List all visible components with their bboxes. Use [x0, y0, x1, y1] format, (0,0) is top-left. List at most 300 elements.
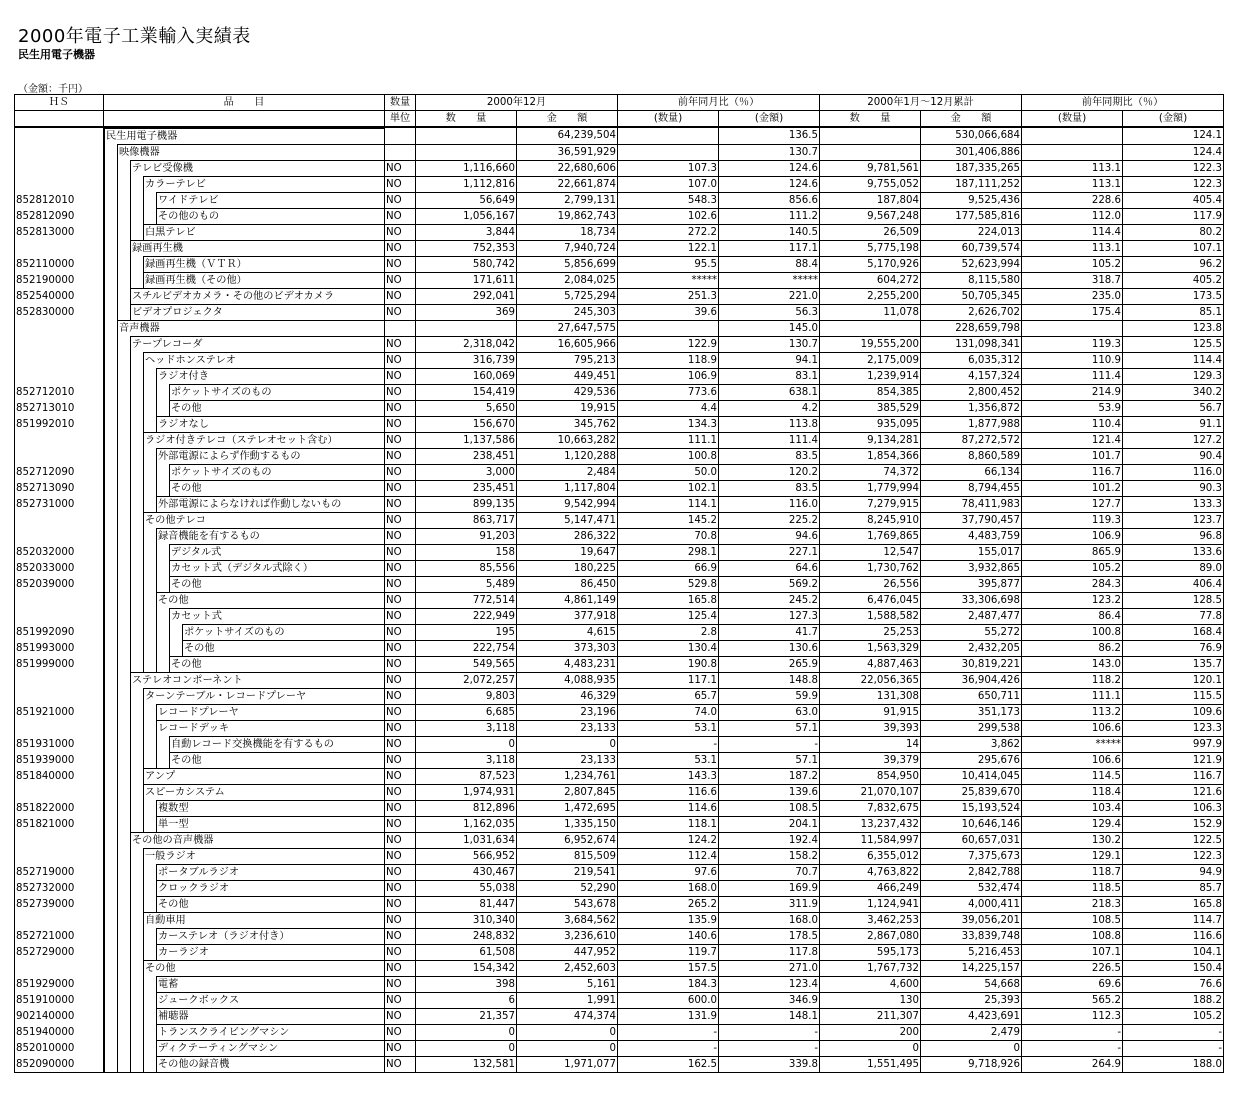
hierarchy-line [104, 272, 105, 288]
month-amount-ratio: 83.1 [719, 368, 820, 384]
hierarchy-line [117, 352, 118, 368]
month-amount: 27,647,575 [517, 320, 618, 336]
item-name: カラーテレビ [143, 176, 384, 192]
month-amount: 5,147,471 [517, 512, 618, 528]
cumulative-qty-ratio: 118.4 [1022, 784, 1123, 800]
cumulative-amount-ratio: 124.1 [1123, 127, 1224, 144]
month-amount: 449,451 [517, 368, 618, 384]
cumulative-qty-ratio: 113.1 [1022, 240, 1123, 256]
quantity-unit: NO [385, 896, 416, 912]
item-cell [104, 624, 385, 640]
hs-code [15, 512, 104, 528]
item-name: その他 [169, 400, 384, 416]
item-cell [104, 528, 385, 544]
month-qty-ratio: 162.5 [618, 1056, 719, 1073]
hierarchy-line [143, 1008, 144, 1024]
month-quantity: 9,803 [416, 688, 517, 704]
month-amount-ratio: 158.2 [719, 848, 820, 864]
hs-code: 852039000 [15, 576, 104, 592]
month-amount-ratio: 130.6 [719, 640, 820, 656]
table-row [15, 592, 1224, 608]
quantity-unit: NO [385, 432, 416, 448]
hierarchy-line [130, 816, 131, 832]
cumulative-quantity: 12,547 [820, 544, 921, 560]
hierarchy-line [143, 928, 144, 944]
cumulative-amount-ratio: 133.6 [1123, 544, 1224, 560]
hierarchy-line [117, 1024, 118, 1040]
hierarchy-line [104, 336, 105, 352]
item-name: レコードプレーヤ [156, 704, 384, 720]
cumulative-amount-ratio: 116.6 [1123, 928, 1224, 944]
month-qty-ratio: 135.9 [618, 912, 719, 928]
month-qty-ratio: 4.4 [618, 400, 719, 416]
quantity-unit: NO [385, 960, 416, 976]
item-cell [104, 480, 385, 496]
cumulative-amount: 2,842,788 [921, 864, 1022, 880]
cumulative-amount-ratio: 123.7 [1123, 512, 1224, 528]
hierarchy-line [156, 608, 157, 624]
hierarchy-line [156, 624, 157, 640]
hierarchy-line [130, 1024, 131, 1040]
cumulative-qty-ratio: 118.5 [1022, 880, 1123, 896]
item-name: ポケットサイズのもの [182, 624, 384, 640]
month-amount-ratio: 130.7 [719, 144, 820, 160]
item-cell [104, 928, 385, 944]
table-row [15, 352, 1224, 368]
quantity-unit: NO [385, 560, 416, 576]
hierarchy-line [130, 976, 131, 992]
item-name: カーステレオ（ラジオ付き） [156, 928, 384, 944]
item-cell [104, 208, 385, 224]
cumulative-quantity: 187,804 [820, 192, 921, 208]
hierarchy-line [143, 1056, 144, 1072]
hs-code: 851821000 [15, 816, 104, 832]
month-amount-ratio: 64.6 [719, 560, 820, 576]
cumulative-qty-ratio: 121.4 [1022, 432, 1123, 448]
hierarchy-line [156, 544, 157, 560]
hs-code [15, 832, 104, 848]
hierarchy-line [130, 848, 131, 864]
item-cell [104, 896, 385, 912]
cumulative-amount: 228,659,798 [921, 320, 1022, 336]
cumulative-amount-ratio: 135.7 [1123, 656, 1224, 672]
month-amount-ratio: 245.2 [719, 592, 820, 608]
month-amount-ratio: 83.5 [719, 448, 820, 464]
table-row [15, 640, 1224, 656]
item-name: 民生用電子機器 [104, 128, 384, 144]
hierarchy-line [104, 352, 105, 368]
table-row [15, 480, 1224, 496]
hierarchy-line [117, 720, 118, 736]
month-amount-ratio: 124.6 [719, 176, 820, 192]
item-cell [104, 992, 385, 1008]
hierarchy-line [117, 336, 118, 352]
item-name: 録画再生機 [130, 240, 384, 256]
table-row [15, 496, 1224, 512]
month-quantity: 310,340 [416, 912, 517, 928]
item-name: 外部電源によらず作動するもの [156, 448, 384, 464]
hs-code: 851992010 [15, 416, 104, 432]
hierarchy-line [130, 544, 131, 560]
hierarchy-line [104, 816, 105, 832]
cumulative-quantity: 1,779,994 [820, 480, 921, 496]
item-cell [104, 496, 385, 512]
month-qty-ratio: 118.9 [618, 352, 719, 368]
cumulative-qty-ratio: 228.6 [1022, 192, 1123, 208]
month-qty-ratio: 74.0 [618, 704, 719, 720]
month-amount: 4,615 [517, 624, 618, 640]
cumulative-amount: 37,790,457 [921, 512, 1022, 528]
hierarchy-line [104, 768, 105, 784]
cumulative-amount: 155,017 [921, 544, 1022, 560]
month-quantity: 248,832 [416, 928, 517, 944]
hierarchy-line [104, 848, 105, 864]
hierarchy-line [117, 912, 118, 928]
hs-code: 851993000 [15, 640, 104, 656]
item-name: カセット式 [169, 608, 384, 624]
cumulative-amount: 25,393 [921, 992, 1022, 1008]
hierarchy-line [130, 368, 131, 384]
item-cell [104, 736, 385, 752]
hierarchy-line [130, 752, 131, 768]
month-quantity: 549,565 [416, 656, 517, 672]
cumulative-amount-ratio: 117.9 [1123, 208, 1224, 224]
hs-code: 851992090 [15, 624, 104, 640]
cumulative-quantity: 854,385 [820, 384, 921, 400]
hierarchy-line [130, 800, 131, 816]
month-quantity: 316,739 [416, 352, 517, 368]
hierarchy-line [143, 752, 144, 768]
hs-code: 852813000 [15, 224, 104, 240]
month-quantity: 154,342 [416, 960, 517, 976]
item-name: その他 [182, 640, 384, 656]
hierarchy-line [143, 992, 144, 1008]
cumulative-amount: 1,877,988 [921, 416, 1022, 432]
cumulative-qty-ratio: 107.1 [1022, 944, 1123, 960]
table-row [15, 416, 1224, 432]
item-cell [104, 560, 385, 576]
cumulative-amount-ratio: 127.2 [1123, 432, 1224, 448]
hs-code: 852729000 [15, 944, 104, 960]
month-quantity: 222,949 [416, 608, 517, 624]
month-qty-ratio [618, 127, 719, 144]
hierarchy-line [104, 320, 105, 336]
cumulative-quantity: 14 [820, 736, 921, 752]
hierarchy-line [130, 192, 131, 208]
hierarchy-line [117, 848, 118, 864]
item-cell [104, 880, 385, 896]
month-quantity: 2,318,042 [416, 336, 517, 352]
hs-code: 852731000 [15, 496, 104, 512]
hs-code: 852712010 [15, 384, 104, 400]
item-name: 補聴器 [156, 1008, 384, 1024]
hierarchy-line [104, 400, 105, 416]
month-qty-ratio: ***** [618, 272, 719, 288]
cumulative-quantity: 4,887,463 [820, 656, 921, 672]
month-qty-ratio: 118.1 [618, 816, 719, 832]
cumulative-amount: 131,098,341 [921, 336, 1022, 352]
col-yoy-amount: (金額) [719, 111, 820, 128]
quantity-unit: NO [385, 368, 416, 384]
cumulative-quantity: 0 [820, 1040, 921, 1056]
month-qty-ratio: 112.4 [618, 848, 719, 864]
cumulative-amount: 33,306,698 [921, 592, 1022, 608]
hierarchy-line [117, 800, 118, 816]
hs-code [15, 608, 104, 624]
cumulative-amount: 9,718,926 [921, 1056, 1022, 1073]
cumulative-amount: 295,676 [921, 752, 1022, 768]
item-cell [104, 127, 385, 144]
cumulative-amount-ratio: 152.9 [1123, 816, 1224, 832]
import-table [14, 94, 1224, 1073]
cumulative-amount-ratio: 109.6 [1123, 704, 1224, 720]
month-amount-ratio: 145.0 [719, 320, 820, 336]
month-amount: 52,290 [517, 880, 618, 896]
month-qty-ratio: 125.4 [618, 608, 719, 624]
item-cell [104, 176, 385, 192]
hierarchy-line [117, 384, 118, 400]
month-amount-ratio: 4.2 [719, 400, 820, 416]
cumulative-amount: 78,411,983 [921, 496, 1022, 512]
hierarchy-line [117, 192, 118, 208]
cumulative-amount-ratio: 96.2 [1123, 256, 1224, 272]
hierarchy-line [130, 1040, 131, 1056]
hs-code [15, 528, 104, 544]
cumulative-amount: 60,657,031 [921, 832, 1022, 848]
cumulative-amount-ratio: 77.8 [1123, 608, 1224, 624]
cumulative-quantity: 74,372 [820, 464, 921, 480]
cumulative-amount: 4,157,324 [921, 368, 1022, 384]
month-qty-ratio: 165.8 [618, 592, 719, 608]
month-quantity [416, 144, 517, 160]
table-row [15, 848, 1224, 864]
hierarchy-line [117, 464, 118, 480]
cumulative-amount-ratio: 188.0 [1123, 1056, 1224, 1073]
hs-code [15, 720, 104, 736]
month-qty-ratio: 140.6 [618, 928, 719, 944]
month-qty-ratio: 114.1 [618, 496, 719, 512]
hierarchy-line [117, 672, 118, 688]
table-row [15, 528, 1224, 544]
month-quantity: 87,523 [416, 768, 517, 784]
cumulative-quantity: 1,563,329 [820, 640, 921, 656]
month-quantity: 1,116,660 [416, 160, 517, 176]
item-name: 電蓄 [156, 976, 384, 992]
report-subtitle: 民生用電子機器 [18, 48, 95, 61]
quantity-unit: NO [385, 224, 416, 240]
hierarchy-line [117, 768, 118, 784]
month-qty-ratio: 773.6 [618, 384, 719, 400]
quantity-unit: NO [385, 1040, 416, 1056]
month-quantity: 899,135 [416, 496, 517, 512]
month-amount-ratio: 265.9 [719, 656, 820, 672]
table-row [15, 608, 1224, 624]
month-quantity: 21,357 [416, 1008, 517, 1024]
item-name: ポータブルラジオ [156, 864, 384, 880]
month-amount-ratio: 57.1 [719, 752, 820, 768]
month-amount-ratio: 127.3 [719, 608, 820, 624]
hs-code: 852090000 [15, 1056, 104, 1073]
hs-code: 852719000 [15, 864, 104, 880]
cumulative-amount: 36,904,426 [921, 672, 1022, 688]
cumulative-amount: 14,225,157 [921, 960, 1022, 976]
table-row [15, 432, 1224, 448]
table-row [15, 960, 1224, 976]
hierarchy-line [117, 992, 118, 1008]
hierarchy-line [143, 592, 144, 608]
month-amount: 286,322 [517, 528, 618, 544]
month-amount: 2,807,845 [517, 784, 618, 800]
hierarchy-line [130, 448, 131, 464]
quantity-unit [385, 320, 416, 336]
month-amount-ratio: ***** [719, 272, 820, 288]
month-amount: 1,991 [517, 992, 618, 1008]
hs-code: 852110000 [15, 256, 104, 272]
hierarchy-line [117, 576, 118, 592]
month-qty-ratio: 265.2 [618, 896, 719, 912]
cumulative-amount: 15,193,524 [921, 800, 1022, 816]
month-qty-ratio: 548.3 [618, 192, 719, 208]
item-cell [104, 512, 385, 528]
cumulative-amount: 187,111,252 [921, 176, 1022, 192]
cumulative-amount-ratio: 116.7 [1123, 768, 1224, 784]
month-quantity: 1,031,634 [416, 832, 517, 848]
hierarchy-line [130, 256, 131, 272]
item-cell [104, 224, 385, 240]
cumulative-amount-ratio: 125.5 [1123, 336, 1224, 352]
month-quantity: 863,717 [416, 512, 517, 528]
hierarchy-line [117, 256, 118, 272]
month-quantity: 85,556 [416, 560, 517, 576]
hierarchy-line [104, 208, 105, 224]
item-cell [104, 400, 385, 416]
cumulative-quantity: 11,584,997 [820, 832, 921, 848]
item-name: ラジオなし [156, 416, 384, 432]
hierarchy-line [143, 880, 144, 896]
cumulative-amount: 55,272 [921, 624, 1022, 640]
hierarchy-line [117, 176, 118, 192]
item-name: その他 [169, 752, 384, 768]
col-yoyp-amount: (金額) [1123, 111, 1224, 128]
item-name: ポケットサイズのもの [169, 464, 384, 480]
item-name: ヘッドホンステレオ [143, 352, 384, 368]
hierarchy-line [117, 160, 118, 176]
hierarchy-line [130, 768, 131, 784]
month-amount: 5,725,294 [517, 288, 618, 304]
hierarchy-line [156, 384, 157, 400]
hierarchy-line [130, 928, 131, 944]
hierarchy-line [117, 208, 118, 224]
hs-code: 852732000 [15, 880, 104, 896]
quantity-unit: NO [385, 240, 416, 256]
month-amount-ratio: 83.5 [719, 480, 820, 496]
month-amount: 86,450 [517, 576, 618, 592]
quantity-unit: NO [385, 928, 416, 944]
month-amount-ratio: 271.0 [719, 960, 820, 976]
quantity-unit: NO [385, 1024, 416, 1040]
cumulative-amount-ratio: 121.6 [1123, 784, 1224, 800]
cumulative-quantity: 3,462,253 [820, 912, 921, 928]
month-quantity: 3,844 [416, 224, 517, 240]
hierarchy-line [143, 656, 144, 672]
month-amount: 1,472,695 [517, 800, 618, 816]
cumulative-quantity: 9,134,281 [820, 432, 921, 448]
hierarchy-line [117, 304, 118, 320]
item-name: 白黒テレビ [143, 224, 384, 240]
hierarchy-line [117, 240, 118, 256]
cumulative-amount-ratio: 85.1 [1123, 304, 1224, 320]
hs-code: 851822000 [15, 800, 104, 816]
hierarchy-line [143, 560, 144, 576]
cumulative-amount: 6,035,312 [921, 352, 1022, 368]
month-amount-ratio: 136.5 [719, 127, 820, 144]
month-amount: 0 [517, 1024, 618, 1040]
cumulative-amount-ratio: 76.9 [1123, 640, 1224, 656]
month-quantity: 81,447 [416, 896, 517, 912]
item-cell [104, 336, 385, 352]
item-cell [104, 688, 385, 704]
quantity-unit: NO [385, 176, 416, 192]
cumulative-amount: 25,839,670 [921, 784, 1022, 800]
hierarchy-line [143, 1040, 144, 1056]
hierarchy-line [117, 704, 118, 720]
cumulative-amount-ratio: 188.2 [1123, 992, 1224, 1008]
cumulative-qty-ratio: 106.6 [1022, 752, 1123, 768]
quantity-unit: NO [385, 912, 416, 928]
item-cell [104, 416, 385, 432]
month-amount: 219,541 [517, 864, 618, 880]
month-amount-ratio: 111.4 [719, 432, 820, 448]
month-amount-ratio: 124.6 [719, 160, 820, 176]
quantity-unit: NO [385, 416, 416, 432]
hierarchy-line [130, 480, 131, 496]
table-row [15, 800, 1224, 816]
hierarchy-line [104, 176, 105, 192]
cumulative-quantity: 4,763,822 [820, 864, 921, 880]
hierarchy-line [117, 608, 118, 624]
table-row [15, 144, 1224, 160]
month-amount: 0 [517, 1040, 618, 1056]
item-name: その他のもの [156, 208, 384, 224]
month-amount-ratio: 339.8 [719, 1056, 820, 1073]
month-qty-ratio: 65.7 [618, 688, 719, 704]
cumulative-amount-ratio: 94.9 [1123, 864, 1224, 880]
item-name: スピーカシステム [143, 784, 384, 800]
cumulative-qty-ratio: 114.4 [1022, 224, 1123, 240]
hierarchy-line [156, 656, 157, 672]
hierarchy-line [117, 880, 118, 896]
month-amount-ratio: - [719, 1024, 820, 1040]
hs-code [15, 160, 104, 176]
cumulative-amount: 4,000,411 [921, 896, 1022, 912]
cumulative-qty-ratio: 118.2 [1022, 672, 1123, 688]
cumulative-qty-ratio: ***** [1022, 736, 1123, 752]
cumulative-qty-ratio: 113.2 [1022, 704, 1123, 720]
quantity-unit: NO [385, 288, 416, 304]
hierarchy-line [143, 608, 144, 624]
hierarchy-line [104, 976, 105, 992]
month-qty-ratio: 190.8 [618, 656, 719, 672]
quantity-unit: NO [385, 992, 416, 1008]
month-amount-ratio: 63.0 [719, 704, 820, 720]
quantity-unit: NO [385, 400, 416, 416]
item-cell [104, 752, 385, 768]
quantity-unit: NO [385, 480, 416, 496]
hierarchy-line [130, 896, 131, 912]
hs-code [15, 672, 104, 688]
cumulative-quantity: 466,249 [820, 880, 921, 896]
hierarchy-line [156, 736, 157, 752]
